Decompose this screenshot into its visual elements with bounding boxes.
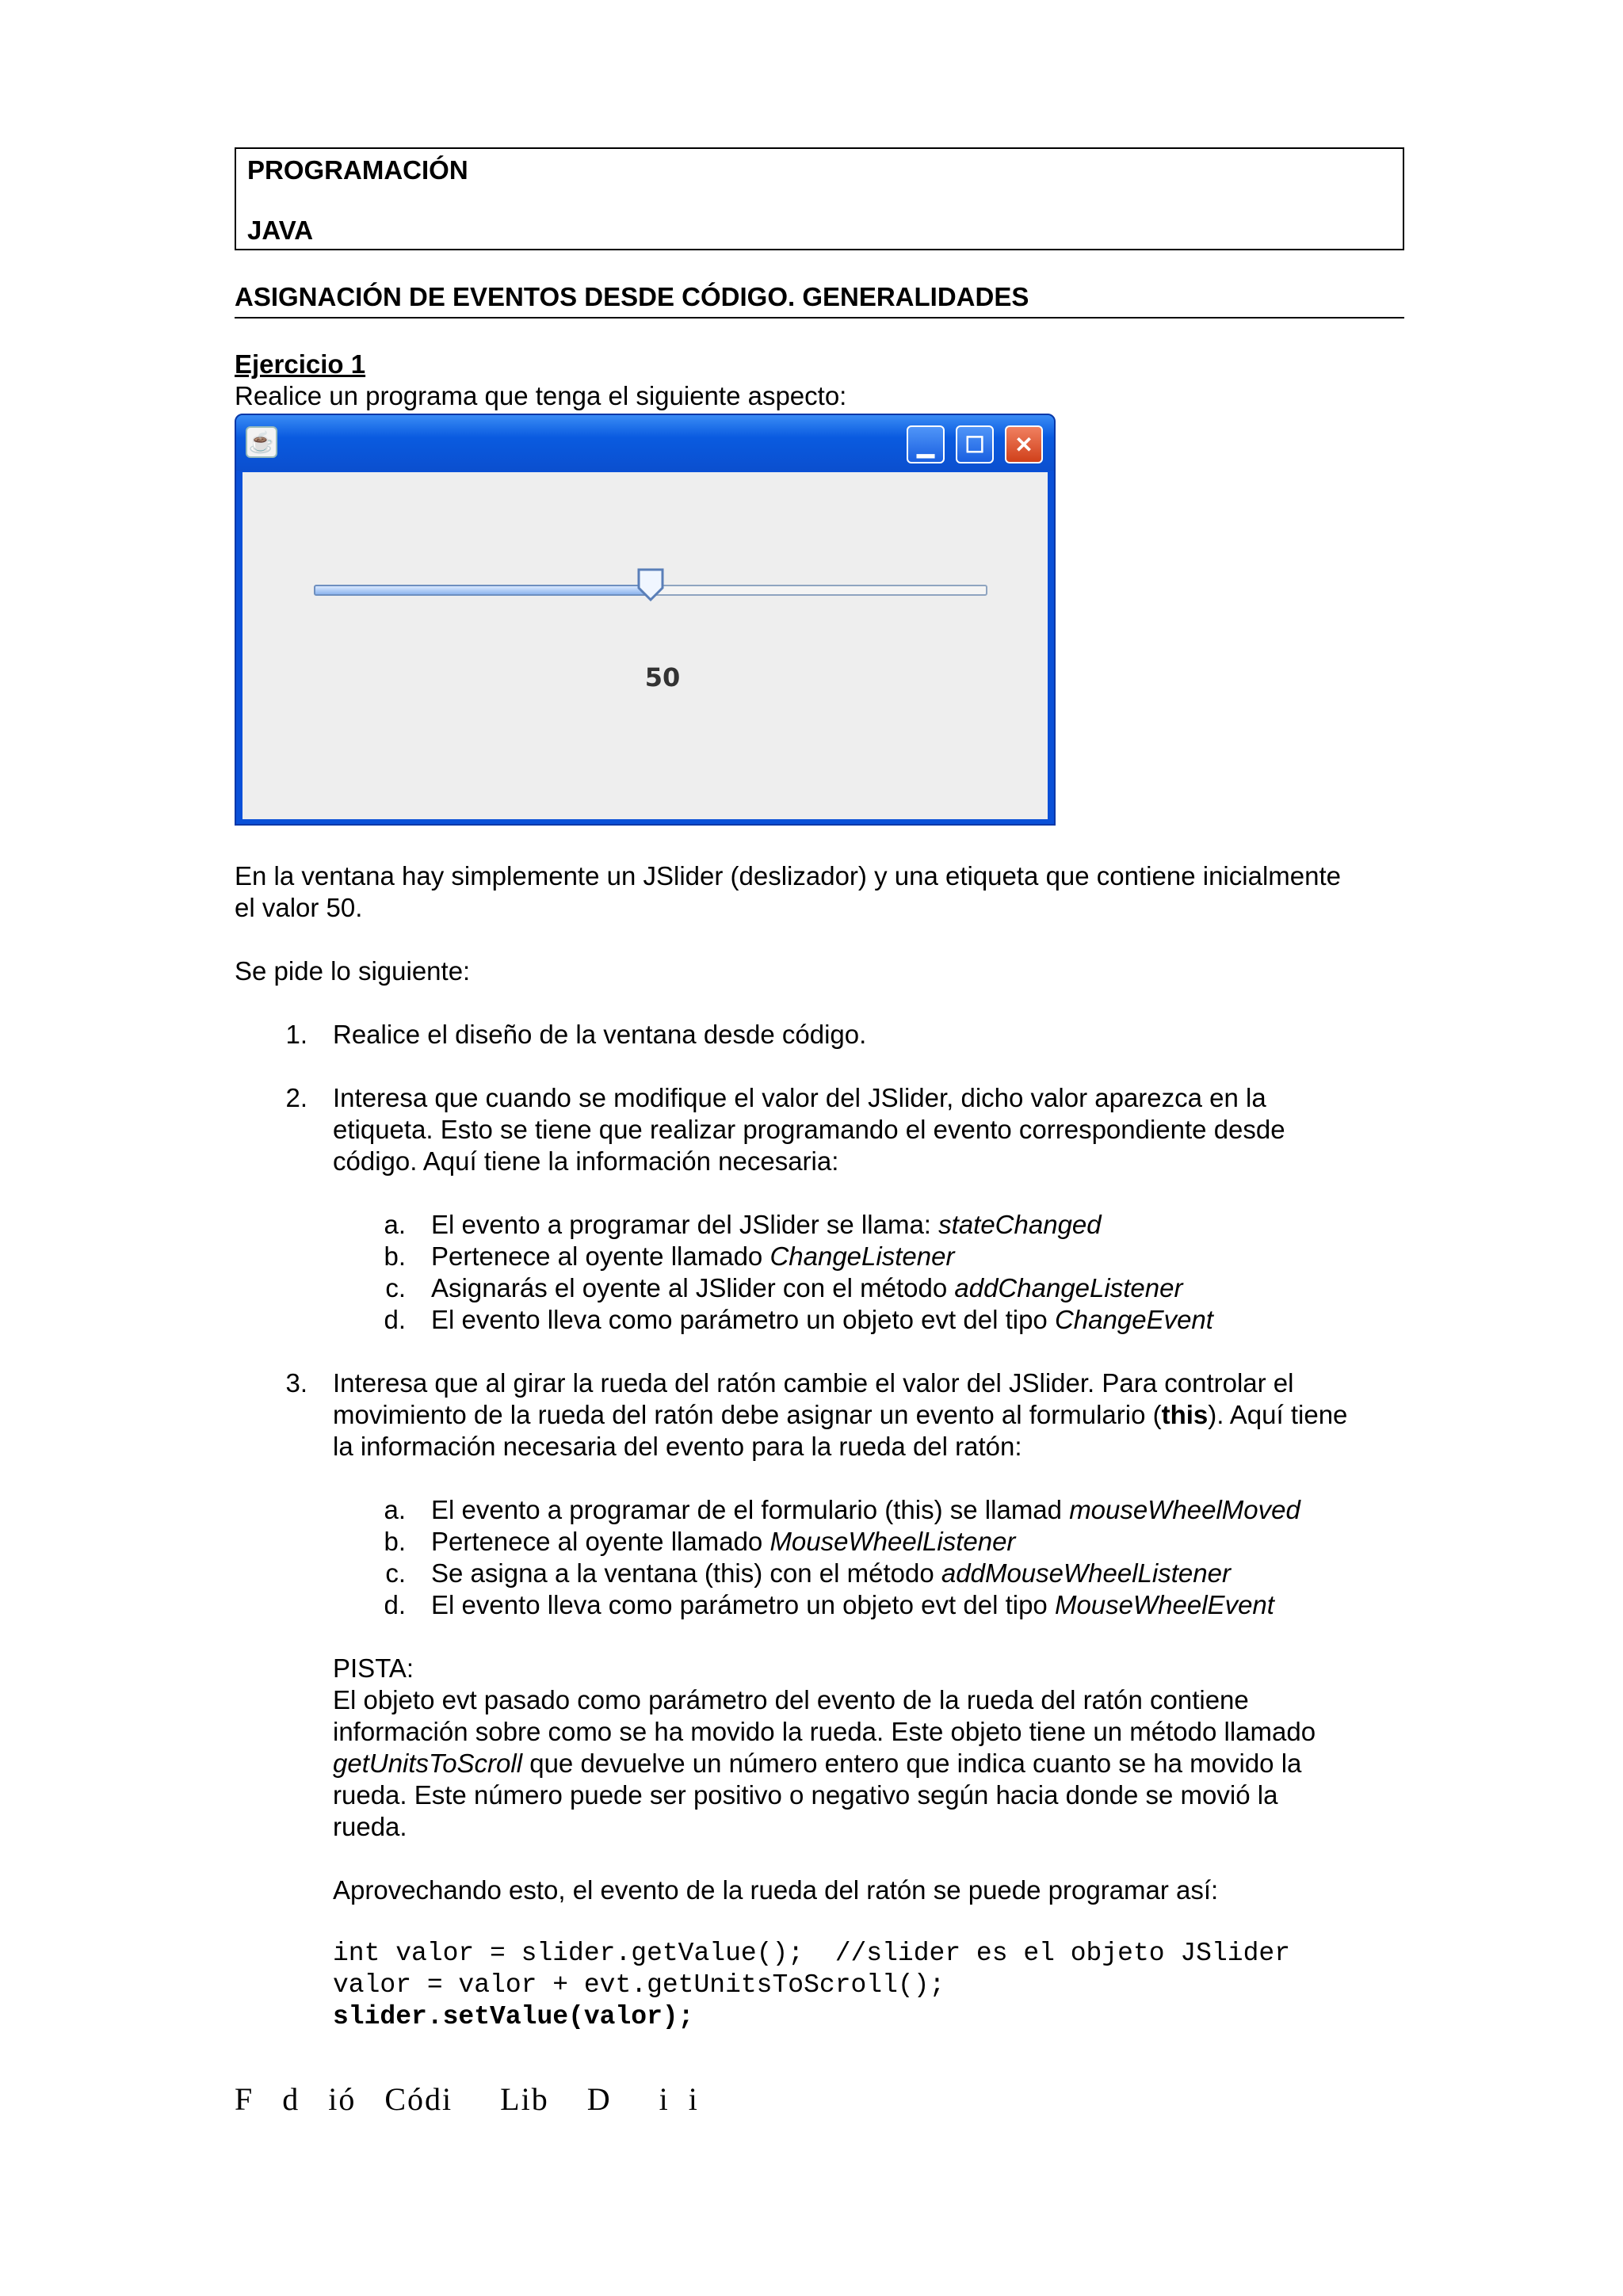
item3-line3: la información necesaria del evento para la rueda del ratón: (333, 1432, 1022, 1461)
item2c-text: Asignarás el oyente al JSlider con el método addChangeListener (431, 1273, 1183, 1302)
hint-line1: El objeto evt pasado como parámetro del evento de la rueda del ratón contiene (333, 1685, 1249, 1714)
hint-line6: Aprovechando esto, el evento de la rueda del ratón se puede programar así: (333, 1875, 1219, 1905)
window-titlebar (236, 415, 1054, 471)
close-icon[interactable]: ✕ (1005, 425, 1043, 463)
exercise-intro: Realice un programa que tenga el siguiente aspecto: (235, 381, 847, 410)
item3d-letter: d. (384, 1590, 406, 1619)
footer-text: F d ió Códi Lib D i i (235, 2081, 699, 2117)
hint-line3: getUnitsToScroll que devuelve un número entero que indica cuanto se ha movido la (333, 1749, 1302, 1778)
slider-track-filled[interactable] (314, 585, 651, 596)
minimize-icon[interactable]: ▁ (907, 425, 945, 463)
header-box (235, 147, 1404, 250)
item3-number: 3. (285, 1368, 307, 1398)
request-text: Se pide lo siguiente: (235, 956, 471, 986)
value-label: 50 (644, 662, 681, 692)
item2b-text: Pertenece al oyente llamado ChangeListener (431, 1241, 955, 1271)
item3a-letter: a. (384, 1495, 406, 1524)
slider-track[interactable] (651, 585, 987, 596)
item2-line2: etiqueta. Esto se tiene que realizar programando el evento correspondiente desde (333, 1115, 1285, 1144)
description-line2: el valor 50. (235, 893, 363, 922)
item2a-letter: a. (384, 1210, 406, 1239)
exercise-title: Ejercicio 1 (235, 349, 366, 379)
item3-line1: Interesa que al girar la rueda del ratón cambie el valor del JSlider. Para controlar el (333, 1368, 1294, 1398)
item3a-text: El evento a programar de el formulario (this) se llamad mouseWheelMoved (431, 1495, 1300, 1524)
item2-line3: código. Aquí tiene la información necesaria: (333, 1146, 839, 1176)
java-window (235, 414, 1056, 826)
hint-line5: rueda. (333, 1812, 407, 1841)
item2c-letter: c. (385, 1273, 406, 1302)
item1-text: Realice el diseño de la ventana desde código. (333, 1020, 867, 1049)
item2-line1: Interesa que cuando se modifique el valor del JSlider, dicho valor aparezca en la (333, 1083, 1266, 1112)
hint-label: PISTA: (333, 1653, 414, 1683)
item3c-letter: c. (385, 1558, 406, 1588)
section-title: ASIGNACIÓN DE EVENTOS DESDE CÓDIGO. GENERALIDADES (235, 282, 1404, 318)
window-content (242, 472, 1048, 819)
code-line2: valor = valor + evt.getUnitsToScroll(); (333, 1970, 945, 2000)
item3d-text: El evento lleva como parámetro un objeto evt del tipo MouseWheelEvent (431, 1590, 1274, 1619)
item3b-letter: b. (384, 1527, 406, 1556)
item3c-text: Se asigna a la ventana (this) con el método addMouseWheelListener (431, 1558, 1231, 1588)
slider-thumb[interactable] (636, 567, 665, 602)
code-line3: slider.setValue(valor); (333, 2002, 694, 2031)
course-title: PROGRAMACIÓN (247, 155, 468, 185)
item2-number: 2. (285, 1083, 307, 1112)
hint-line4: rueda. Este número puede ser positivo o negativo según hacia donde se movió la (333, 1780, 1278, 1810)
item3-line2: movimiento de la rueda del ratón debe asignar un evento al formulario (this). Aquí tiene (333, 1400, 1348, 1429)
hint-line2: información sobre como se ha movido la rueda. Este objeto tiene un método llamado (333, 1717, 1316, 1746)
item3b-text: Pertenece al oyente llamado MouseWheelListener (431, 1527, 1016, 1556)
maximize-icon[interactable]: ☐ (956, 425, 994, 463)
item1-number: 1. (285, 1020, 307, 1049)
item2b-letter: b. (384, 1241, 406, 1271)
java-cup-icon: ☕ (246, 426, 277, 458)
item2a-text: El evento a programar del JSlider se llama: stateChanged (431, 1210, 1102, 1239)
course-subtitle: JAVA (247, 215, 314, 245)
item2d-letter: d. (384, 1305, 406, 1334)
item2d-text: El evento lleva como parámetro un objeto evt del tipo ChangeEvent (431, 1305, 1213, 1334)
code-line1: int valor = slider.getValue(); //slider es el objeto JSlider (333, 1939, 1290, 1968)
description-line1: En la ventana hay simplemente un JSlider (deslizador) y una etiqueta que contiene inicialmente (235, 861, 1341, 891)
